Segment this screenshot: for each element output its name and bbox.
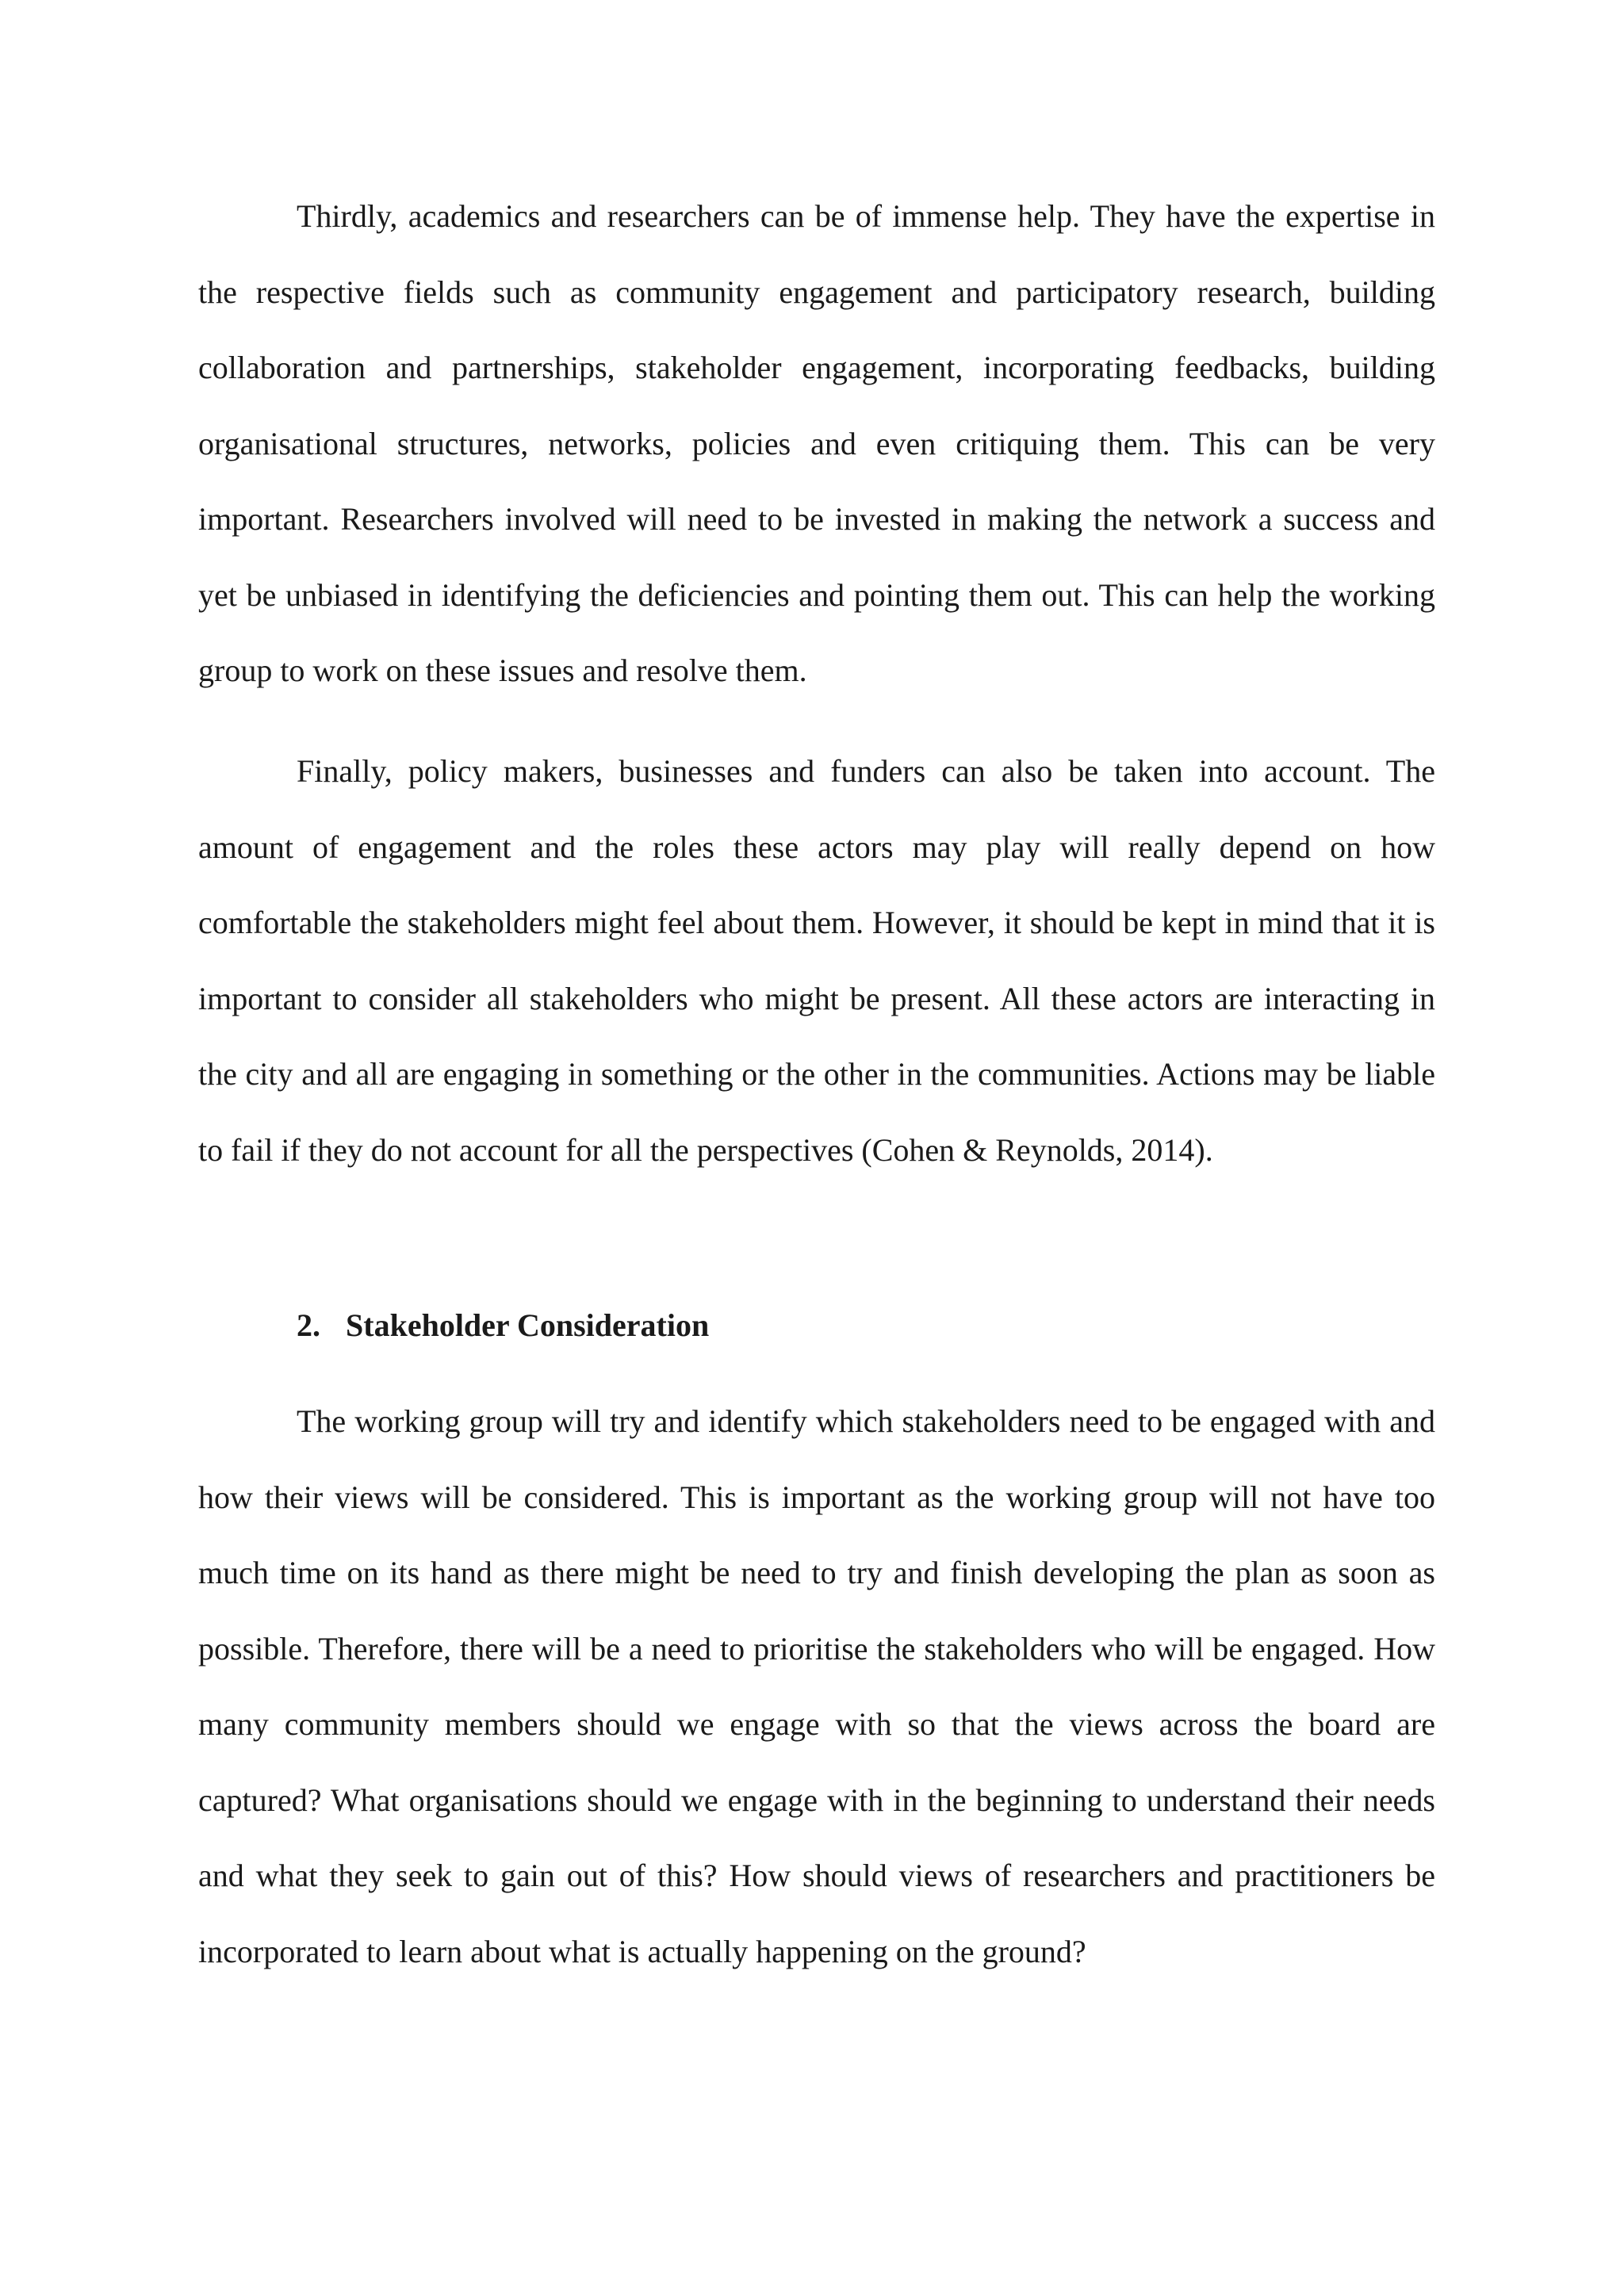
section-number: 2.	[297, 1307, 320, 1343]
paragraph-stakeholder-consideration: The working group will try and identify which stakeholders need to be engaged with and how their views will be considered. This is important as the working group will not have too much time on its hand as there might be need to try and finish developing the plan as soon as possible. Therefore, there will be a need to prioritise the stakeholders who will be engaged. How many community members should we engage with so that the views across the board are captured? What organisations should we engage with in the beginning to understand their needs and what they seek to gain out of this? How should views of researchers and practitioners be incorporated to learn about what is actually happening on the ground?	[198, 1403, 1435, 1969]
section-title: Stakeholder Consideration	[346, 1307, 710, 1343]
section-heading	[297, 1288, 709, 1364]
paragraph-academics-researchers: Thirdly, academics and researchers can be of immense help. They have the expertise in the respective fields such as community engagement and participatory research, building collaboration and partnerships, stakeholder engagement, incorporating feedbacks, building organisational structures, networks, policies and even critiquing them. This can be very important. Researchers involved will need to be invested in making the network a success and yet be unbiased in identifying the deficiencies and pointing them out. This can help the working group to work on these issues and resolve them.	[198, 198, 1435, 688]
paragraph-policy-makers: Finally, policy makers, businesses and funders can also be taken into account. The amount of engagement and the roles these actors may play will really depend on how comfortable the stakeholders might feel about them. However, it should be kept in mind that it is important to consider all stakeholders who might be present. All these actors are interacting in the city and all are engaging in something or the other in the communities. Actions may be liable to fail if they do not account for all the perspectives (Cohen & Reynolds, 2014).	[198, 753, 1435, 1168]
